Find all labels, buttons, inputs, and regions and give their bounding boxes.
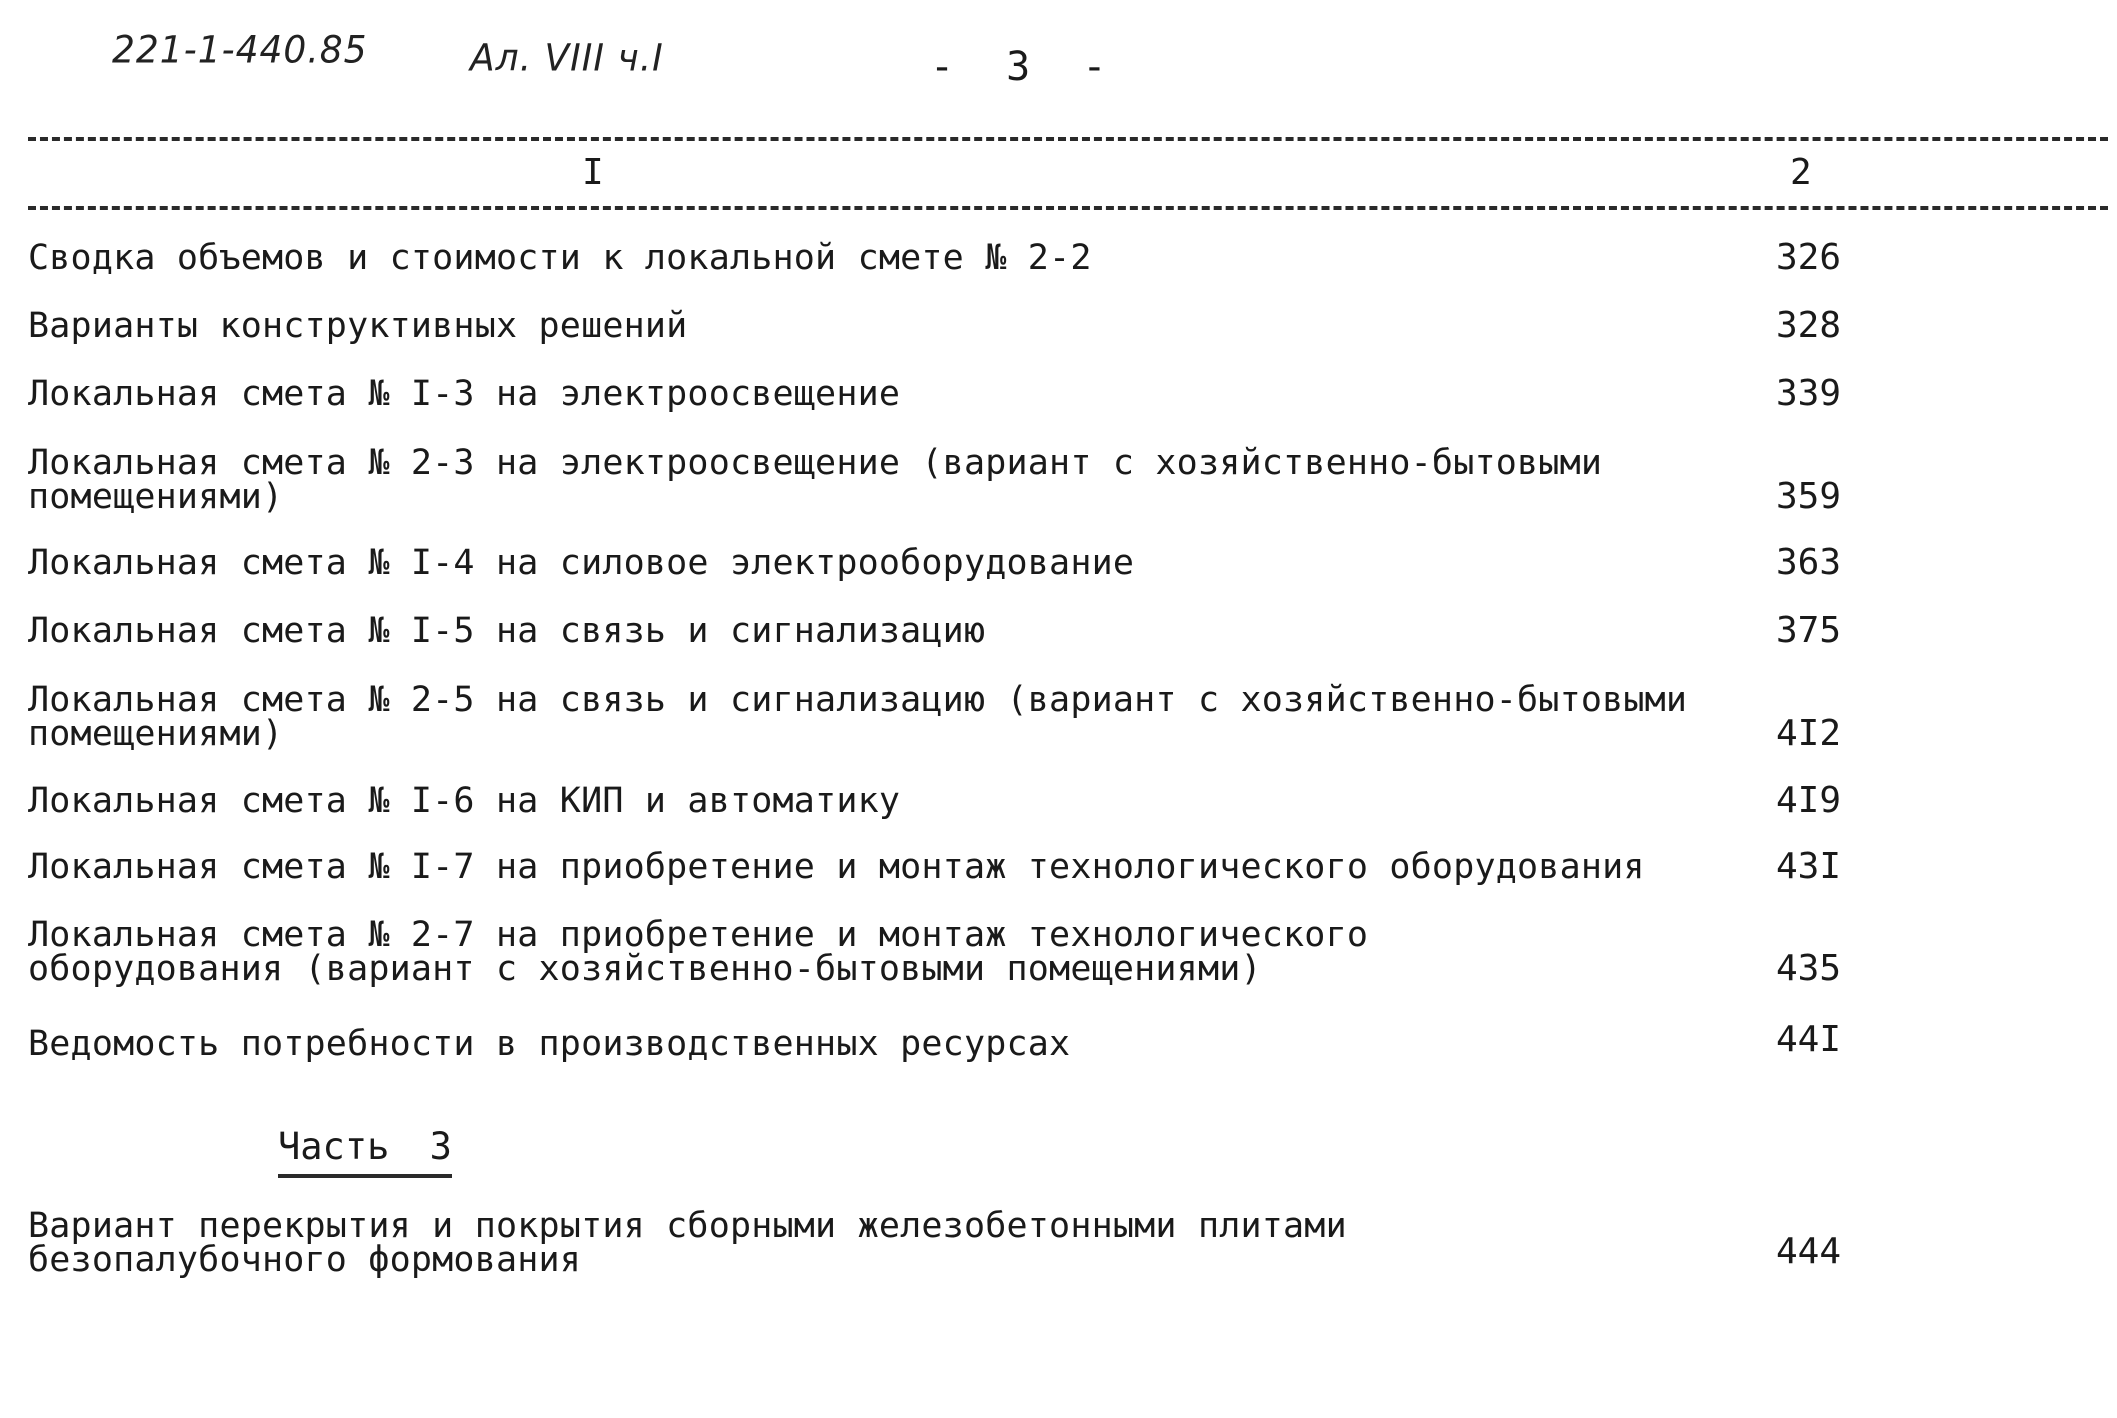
toc-entry-title: Локальная смета № I-4 на силовое электрооборудование xyxy=(28,543,1135,583)
toc-entry-page: 435 xyxy=(1776,948,1842,989)
toc-entry-title: Локальная смета № 2-3 на электроосвещение (вариант с хозяйственно-бытовыми помещениями) xyxy=(28,443,1603,517)
toc-entry-page: 375 xyxy=(1776,610,1842,651)
toc-entry-page: 4I9 xyxy=(1776,780,1842,821)
toc-entry-page: 4I2 xyxy=(1776,713,1842,754)
column-header-page: 2 xyxy=(1790,152,1812,193)
column-header-title: I xyxy=(582,152,604,193)
part-heading: Часть 3 xyxy=(278,1125,452,1178)
toc-entry-page: 43I xyxy=(1776,846,1842,887)
toc-entry-title: Локальная смета № I-7 на приобретение и монтаж технологического оборудования xyxy=(28,847,1645,887)
table-header-bottom-rule xyxy=(28,206,2108,210)
toc-entry-page: 328 xyxy=(1776,305,1842,346)
toc-entry-title: Локальная смета № I-3 на электроосвещение xyxy=(28,374,901,414)
document-code: 221-1-440.85 xyxy=(112,28,368,73)
album-reference: Ал. VIII ч.I xyxy=(470,36,664,81)
toc-entry-page: 44I xyxy=(1776,1019,1842,1060)
toc-entry-page: 363 xyxy=(1776,542,1842,583)
toc-entry-title: Вариант перекрытия и покрытия сборными железобетонными плитами безопалубочного формования xyxy=(28,1206,1347,1280)
toc-entry-title: Варианты конструктивных решений xyxy=(28,306,688,346)
toc-entry-page: 444 xyxy=(1776,1231,1842,1272)
toc-entry-title: Локальная смета № I-5 на связь и сигнализацию xyxy=(28,611,986,651)
toc-entry-title: Ведомость потребности в производственных ресурсах xyxy=(28,1024,1071,1064)
toc-entry-title: Локальная смета № I-6 на КИП и автоматику xyxy=(28,781,901,821)
page-number: - 3 - xyxy=(930,44,1121,90)
table-header-top-rule xyxy=(28,137,2108,141)
toc-entry-title: Локальная смета № 2-5 на связь и сигнализацию (вариант с хозяйственно-бытовыми помещениями) xyxy=(28,680,1688,754)
toc-entry-page: 339 xyxy=(1776,373,1842,414)
toc-entry-title: Локальная смета № 2-7 на приобретение и монтаж технологического оборудования (вариант с хозяйственно-бытовыми помещениями) xyxy=(28,915,1369,989)
toc-entry-page: 326 xyxy=(1776,237,1842,278)
toc-entry-title: Сводка объемов и стоимости к локальной смете № 2-2 xyxy=(28,238,1092,278)
toc-entry-page: 359 xyxy=(1776,476,1842,517)
